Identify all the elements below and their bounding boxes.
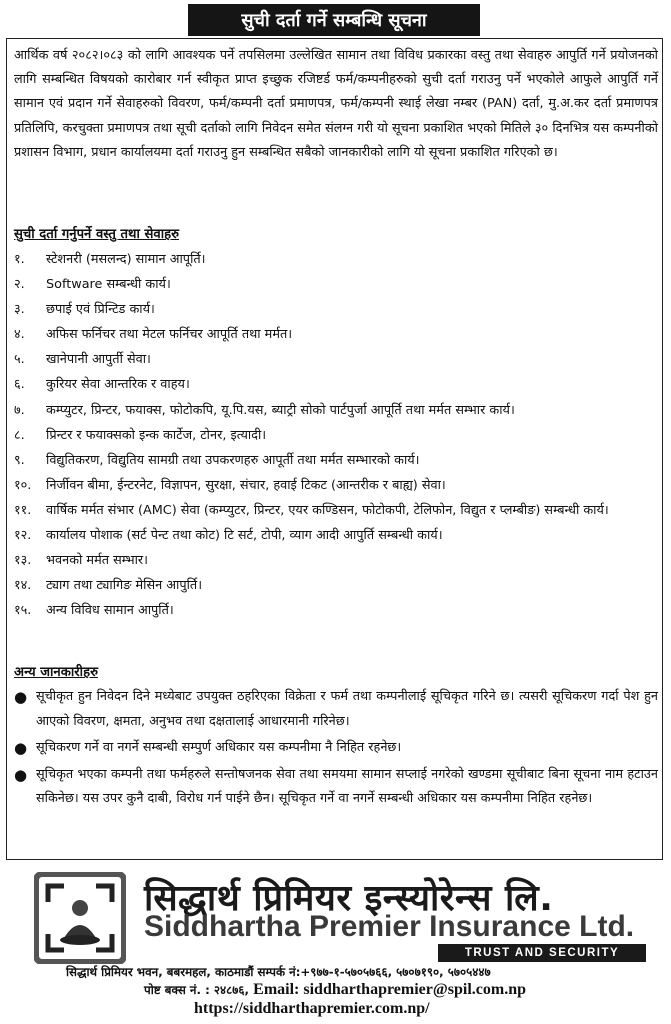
item-text: कुरियर सेवा आन्तरिक र वाहय। — [46, 377, 190, 393]
list-item — [14, 448, 658, 473]
list-item — [14, 322, 658, 347]
item-text: कार्यालय पोशाक (सर्ट पेन्ट तथा कोट) टि सर्ट, टोपी, व्याग आदी आपुर्ति सम्बन्धी कार्य। — [46, 528, 443, 544]
item-number: १०. — [14, 477, 32, 493]
list-item — [14, 598, 658, 623]
list-item — [14, 685, 658, 734]
company-name-nepali: सिद्धार्थ प्रिमियर इन्स्योरेन्स लि. — [144, 878, 554, 919]
item-text: अन्य विविध सामान आपुर्ति। — [46, 603, 174, 619]
company-tagline: TRUST AND SECURITY — [438, 944, 646, 962]
item-number: ८. — [14, 427, 25, 443]
pobox-email-line — [144, 981, 526, 999]
items-heading: सुची दर्ता गर्नुपर्ने वस्तु तथा सेवाहरु — [14, 227, 180, 242]
list-item — [14, 573, 658, 598]
item-text: कम्प्युटर, प्रिन्टर, फयाक्स, फोटोकपि, यू.पि.यस, ब्याट्री सोको पार्टपुर्जा आपूर्ति तथा मर्मत सम्भार कार्य। — [46, 402, 515, 418]
bullet-icon: ● — [14, 688, 28, 706]
item-text: निर्जीवन बीमा, ईन्टरनेट, विज्ञापन, सुरक्षा, संचार, हवाई टिकट (आन्तरीक र बाह्य) सेवा। — [46, 477, 446, 493]
company-name-english: Siddhartha Premier Insurance Ltd. — [144, 910, 635, 943]
email-link[interactable]: Email: siddharthapremier@spil.com.np — [253, 981, 526, 998]
pobox-text: पोष्ट बक्स नं. : २४८७६, — [144, 983, 250, 997]
item-text: ट्याग तथा ट्यागिङ मेसिन आपुर्ति। — [46, 578, 203, 594]
other-info-heading: अन्य जानकारीहरु — [14, 665, 98, 680]
intro-paragraph: आर्थिक वर्ष २०८२।०८३ को लागि आवश्यक पर्ने तपसिलमा उल्लेखित सामान तथा विविध प्रकारका वस्तु तथा सेवाहरु आपुर्ति गर्ने प्रयोजनको लागि सम्बन्धित विषयको कारोबार गर्न स्वीकृत प्राप्त इच्छुक रजिष्टर्ड फर्म/कम्पनीहरुको सुची दर्ता गराउनु पर्ने भएकोले आफुले आपुर्ति गर्ने सामान एवं प्रदान गर्ने सेवाहरुको विवरण, फर्म/कम्पनी दर्ता प्रमाणपत्र, फर्म/कम्पनी स्थाई लेखा नम्बर (PAN) दर्ता, मु.अ.कर दर्ता प्रमाणपत्र प्रतिलिपि, करचुक्ता प्रमाणपत्र तथा सूची दर्ताको लागि निवेदन समेत संलग्न गरी यो सूचना प्रकाशित भएको मितिले ३० दिनभित्र यस कम्पनीको प्रशासन विभाग, प्रधान कार्यालयमा दर्ता गराउनु हुन सम्बन्धित सबैको जानकारीको लागि यो सूचना प्रकाशित गरिएको छ। — [14, 48, 658, 160]
list-item — [14, 272, 658, 297]
bullet-text: सूचिकृत भएका कम्पनी तथा फर्महरुले सन्तोषजनक सेवा तथा समयमा सामान सप्लाई नगरेको खण्डमा सूचीबाट बिना सूचना नाम हटाउन सकिनेछ। यस उपर कुनै दाबी, विरोध गर्न पाईने छैन। सूचिकृत गर्ने वा नगर्ने सम्बन्धी अधिकार यस कम्पनीमा निहित रहनेछ। — [36, 766, 658, 807]
item-number: ९. — [14, 452, 25, 468]
bullet-icon: ● — [14, 765, 28, 784]
bullet-text: सूचिकरण गर्ने वा नगर्ने सम्बन्धी सम्पुर्ण अधिकार यस कम्पनीमा नै निहित रहनेछ। — [36, 740, 402, 756]
item-number: ३. — [14, 302, 25, 318]
item-number: ५. — [14, 352, 25, 368]
item-number: १४. — [14, 578, 32, 594]
item-number: २. — [14, 277, 25, 293]
address-contact: सिद्धार्थ प्रिमियर भवन, बबरमहल, काठमाडौं सम्पर्क नं:+९७७-१-५७०५७६६, ५७०७१९०, ५७०५४४७ — [66, 965, 491, 979]
list-item — [14, 763, 658, 812]
list-item — [14, 423, 658, 448]
item-text: स्टेशनरी (मसलन्द) सामान आपूर्ति। — [46, 252, 206, 267]
list-item — [14, 473, 658, 498]
list-item — [14, 736, 658, 761]
item-text: भवनको मर्मत सम्भार। — [46, 553, 148, 569]
company-footer — [6, 860, 663, 1020]
notice-title: सुची दर्ता गर्ने सम्बन्धि सूचना — [188, 4, 480, 36]
item-number: १. — [14, 252, 25, 267]
list-item — [14, 297, 658, 322]
bullet-text: सूचीकृत हुन निवेदन दिने मध्येबाट उपयुक्त ठहरिएका विक्रेता र फर्म तथा कम्पनीलाई सूचिकृत गरिने छ। त्यसरी सूचिकरण गर्दा पेश हुन आएको विवरण, क्षमता, अनुभव तथा दक्षतालाई आधारमानी गरिनेछ। — [36, 689, 658, 729]
list-item — [14, 548, 658, 573]
item-number: १३. — [14, 553, 32, 569]
list-item — [14, 398, 658, 423]
list-item — [14, 523, 658, 548]
item-number: ६. — [14, 377, 25, 393]
item-text: अफिस फर्निचर तथा मेटल फर्निचर आपूर्ति तथा मर्मत। — [46, 327, 293, 343]
list-item — [14, 347, 658, 372]
item-number: ४. — [14, 327, 25, 343]
website-link[interactable]: https://siddharthapremier.com.np/ — [194, 1000, 430, 1017]
item-number: ११. — [14, 502, 32, 518]
item-text: छपाई एवं प्रिन्टिड कार्य। — [46, 302, 155, 318]
item-number: १२. — [14, 528, 32, 544]
item-number: ७. — [14, 402, 25, 418]
list-item — [14, 372, 658, 397]
bullet-icon: ● — [14, 739, 28, 758]
item-text: विद्युतिकरण, विद्युतिय सामग्री तथा उपकरणहरु आपूर्ती तथा मर्मत सम्भारको कार्य। — [46, 452, 420, 468]
item-text: प्रिन्टर र फयाक्सको इन्क कार्टेज, टोनर, इत्यादी। — [46, 427, 267, 443]
other-info-list — [14, 685, 658, 814]
item-text: खानेपानी आपुर्ती सेवा। — [46, 352, 151, 368]
item-number: १५. — [14, 603, 32, 619]
items-list — [14, 247, 658, 623]
list-item — [14, 498, 658, 523]
item-text: Software सम्बन्धी कार्य। — [46, 277, 171, 293]
list-item — [14, 247, 658, 272]
item-text: वार्षिक मर्मत संभार (AMC) सेवा (कम्प्युटर, प्रिन्टर, एयर कण्डिसन, फोटोकपी, टेलिफोन, विद्युत र प्लम्बीङ) सम्बन्धी कार्य। — [46, 502, 609, 518]
company-logo-icon — [34, 872, 126, 964]
